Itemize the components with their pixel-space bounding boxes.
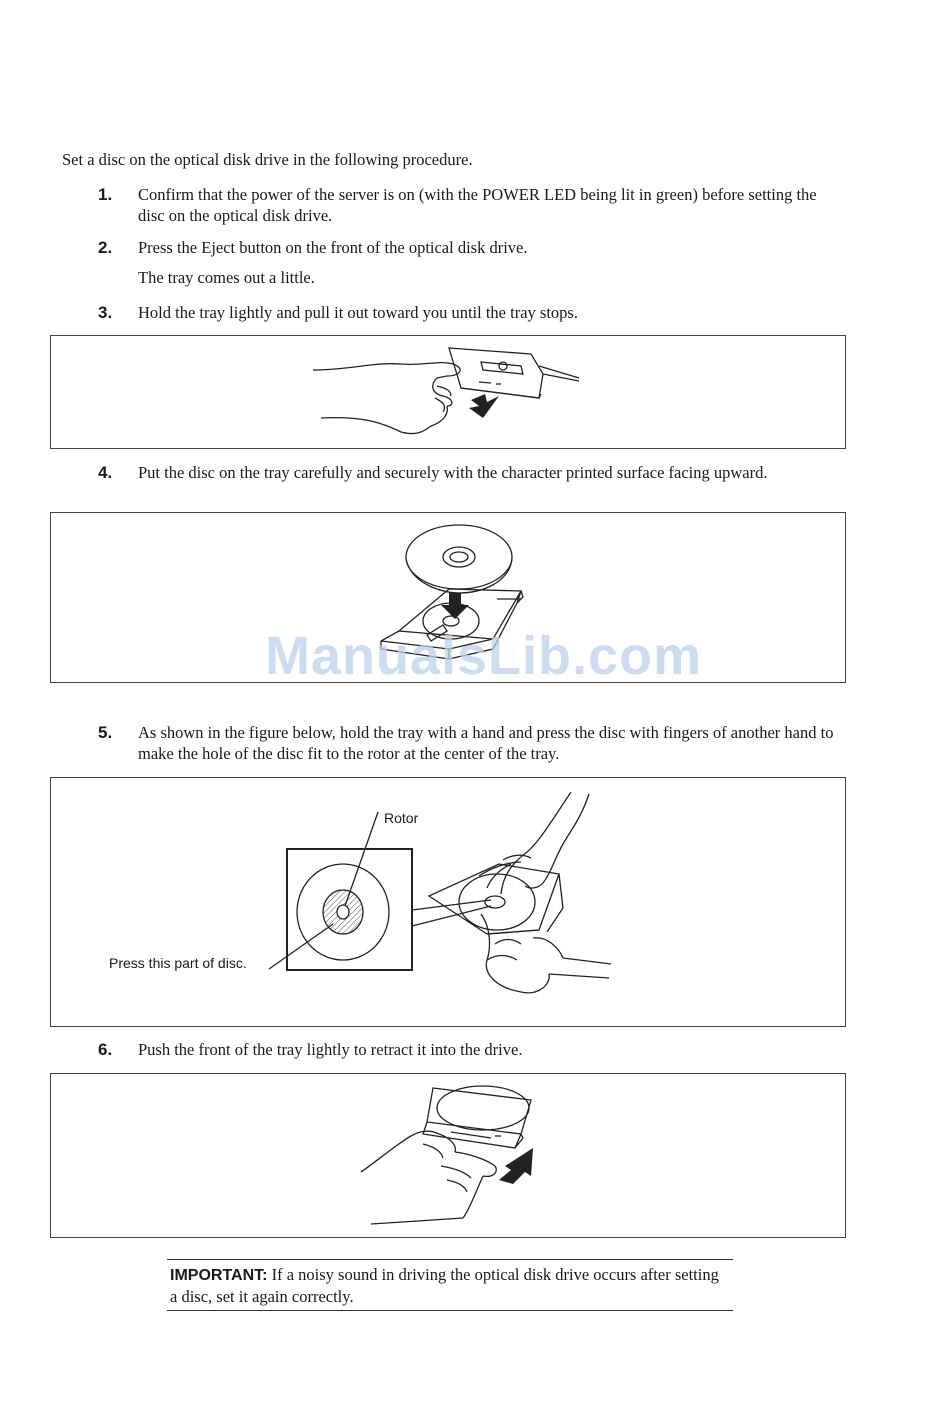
intro-text: Set a disc on the optical disk drive in the following procedure. bbox=[62, 150, 473, 169]
step-5 bbox=[98, 722, 838, 764]
step-3 bbox=[98, 302, 838, 323]
pull-tray-illustration bbox=[51, 336, 845, 448]
step-4 bbox=[98, 462, 838, 483]
step-text: Confirm that the power of the server is on (with the POWER LED being lit in green) before setting the disc on the optical disk drive. bbox=[138, 185, 817, 225]
figure-press-disc bbox=[50, 777, 846, 1027]
step-text: Push the front of the tray lightly to retract it into the drive. bbox=[138, 1040, 523, 1059]
watermark: ManualsLib.com bbox=[265, 626, 703, 686]
press-part-label: Press this part of disc. bbox=[109, 955, 247, 971]
rotor-label: Rotor bbox=[384, 810, 419, 826]
step-text: Put the disc on the tray carefully and securely with the character printed surface facing upward. bbox=[138, 463, 768, 482]
step-number: 6. bbox=[98, 1040, 113, 1059]
step-2 bbox=[98, 237, 838, 258]
step-number: 1. bbox=[98, 185, 113, 204]
step-text: Hold the tray lightly and pull it out toward you until the tray stops. bbox=[138, 303, 578, 322]
figure-pull-tray bbox=[50, 335, 846, 449]
step-text: As shown in the figure below, hold the tray with a hand and press the disc with fingers of another hand to make the hole of the disc fit to the rotor at the center of the tray. bbox=[138, 723, 834, 763]
step-number: 4. bbox=[98, 463, 113, 482]
important-note bbox=[167, 1259, 733, 1311]
step-number: 2. bbox=[98, 238, 113, 257]
figure-push-tray bbox=[50, 1073, 846, 1238]
important-label: IMPORTANT: bbox=[170, 1267, 268, 1284]
press-disc-illustration bbox=[51, 778, 845, 1026]
step-1 bbox=[98, 184, 838, 226]
step-2-result: The tray comes out a little. bbox=[138, 268, 315, 287]
step-number: 5. bbox=[98, 723, 113, 742]
important-text: If a noisy sound in driving the optical disk drive occurs after setting a disc, set it again correctly. bbox=[170, 1265, 719, 1306]
step-text: Press the Eject button on the front of the optical disk drive. bbox=[138, 238, 528, 257]
step-number: 3. bbox=[98, 303, 113, 322]
step-6 bbox=[98, 1039, 838, 1060]
push-tray-illustration bbox=[51, 1074, 845, 1237]
